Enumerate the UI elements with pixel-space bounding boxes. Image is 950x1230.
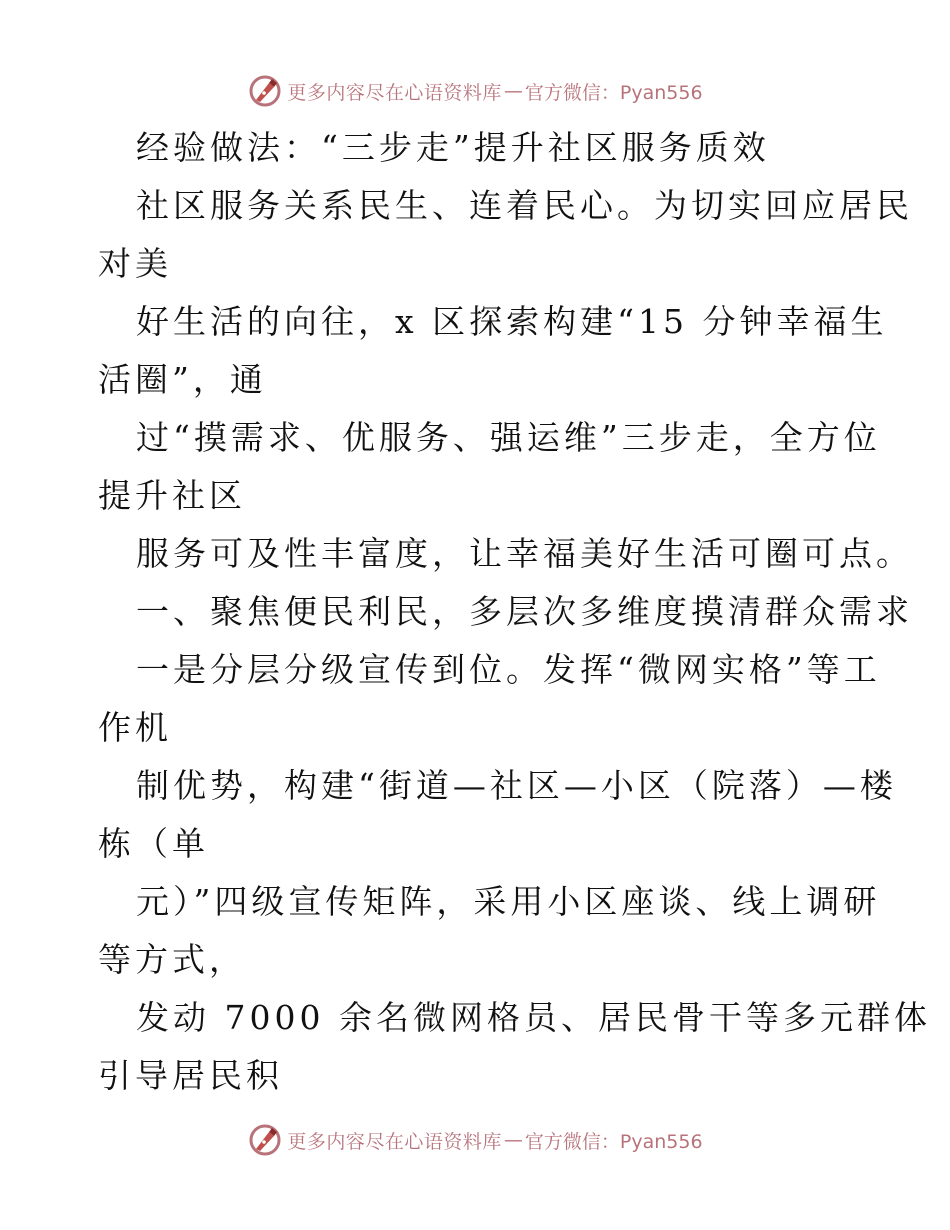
- paragraph-line: 提升社区: [98, 476, 246, 515]
- pen-nib-logo-icon: [247, 73, 283, 109]
- banner-text: 更多内容尽在心语资料库: [287, 1130, 502, 1153]
- paragraph-line: 对美: [98, 244, 172, 283]
- paragraph-line: 一是分层分级宣传到位。发挥“微网实格”等工: [136, 650, 881, 689]
- section-heading: 一、聚焦便民利民，多层次多维度摸清群众需求: [136, 592, 913, 631]
- paragraph-line: 活圈”，通: [98, 360, 267, 399]
- paragraph-line: 制优势，构建“街道—社区—小区（院落）—楼: [136, 766, 897, 805]
- paragraph-line: 服务可及性丰富度，让幸福美好生活可圈可点。: [136, 534, 913, 573]
- paragraph-line: 引导居民积: [98, 1056, 283, 1095]
- paragraph-line: 社区服务关系民生、连着民心。为切实回应居民: [136, 186, 913, 225]
- paragraph-line: 作机: [98, 708, 172, 747]
- banner-text: 更多内容尽在心语资料库: [287, 81, 502, 104]
- paragraph-line: 好生活的向往，x 区探索构建“15 分钟幸福生: [136, 302, 888, 341]
- pen-nib-logo-icon: [247, 1122, 283, 1158]
- paragraph-line: 发动 7000 余名微网格员、居民骨干等多元群体: [136, 998, 931, 1037]
- header-banner: [0, 71, 950, 111]
- paragraph-line: 等方式，: [98, 940, 246, 979]
- banner-contact: 官方微信：Pyan556: [524, 1130, 703, 1153]
- paragraph-line: 元）”四级宣传矩阵，采用小区座谈、线上调研: [136, 882, 881, 921]
- banner-separator: —: [503, 1129, 523, 1151]
- paragraph-line: 过“摸需求、优服务、强运维”三步走，全方位: [136, 418, 881, 457]
- footer-banner: [0, 1120, 950, 1160]
- banner-separator: —: [503, 80, 523, 102]
- banner-contact: 官方微信：Pyan556: [524, 81, 703, 104]
- paragraph-line: 栋（单: [98, 824, 209, 863]
- document-title: 经验做法：“三步走”提升社区服务质效: [136, 128, 770, 167]
